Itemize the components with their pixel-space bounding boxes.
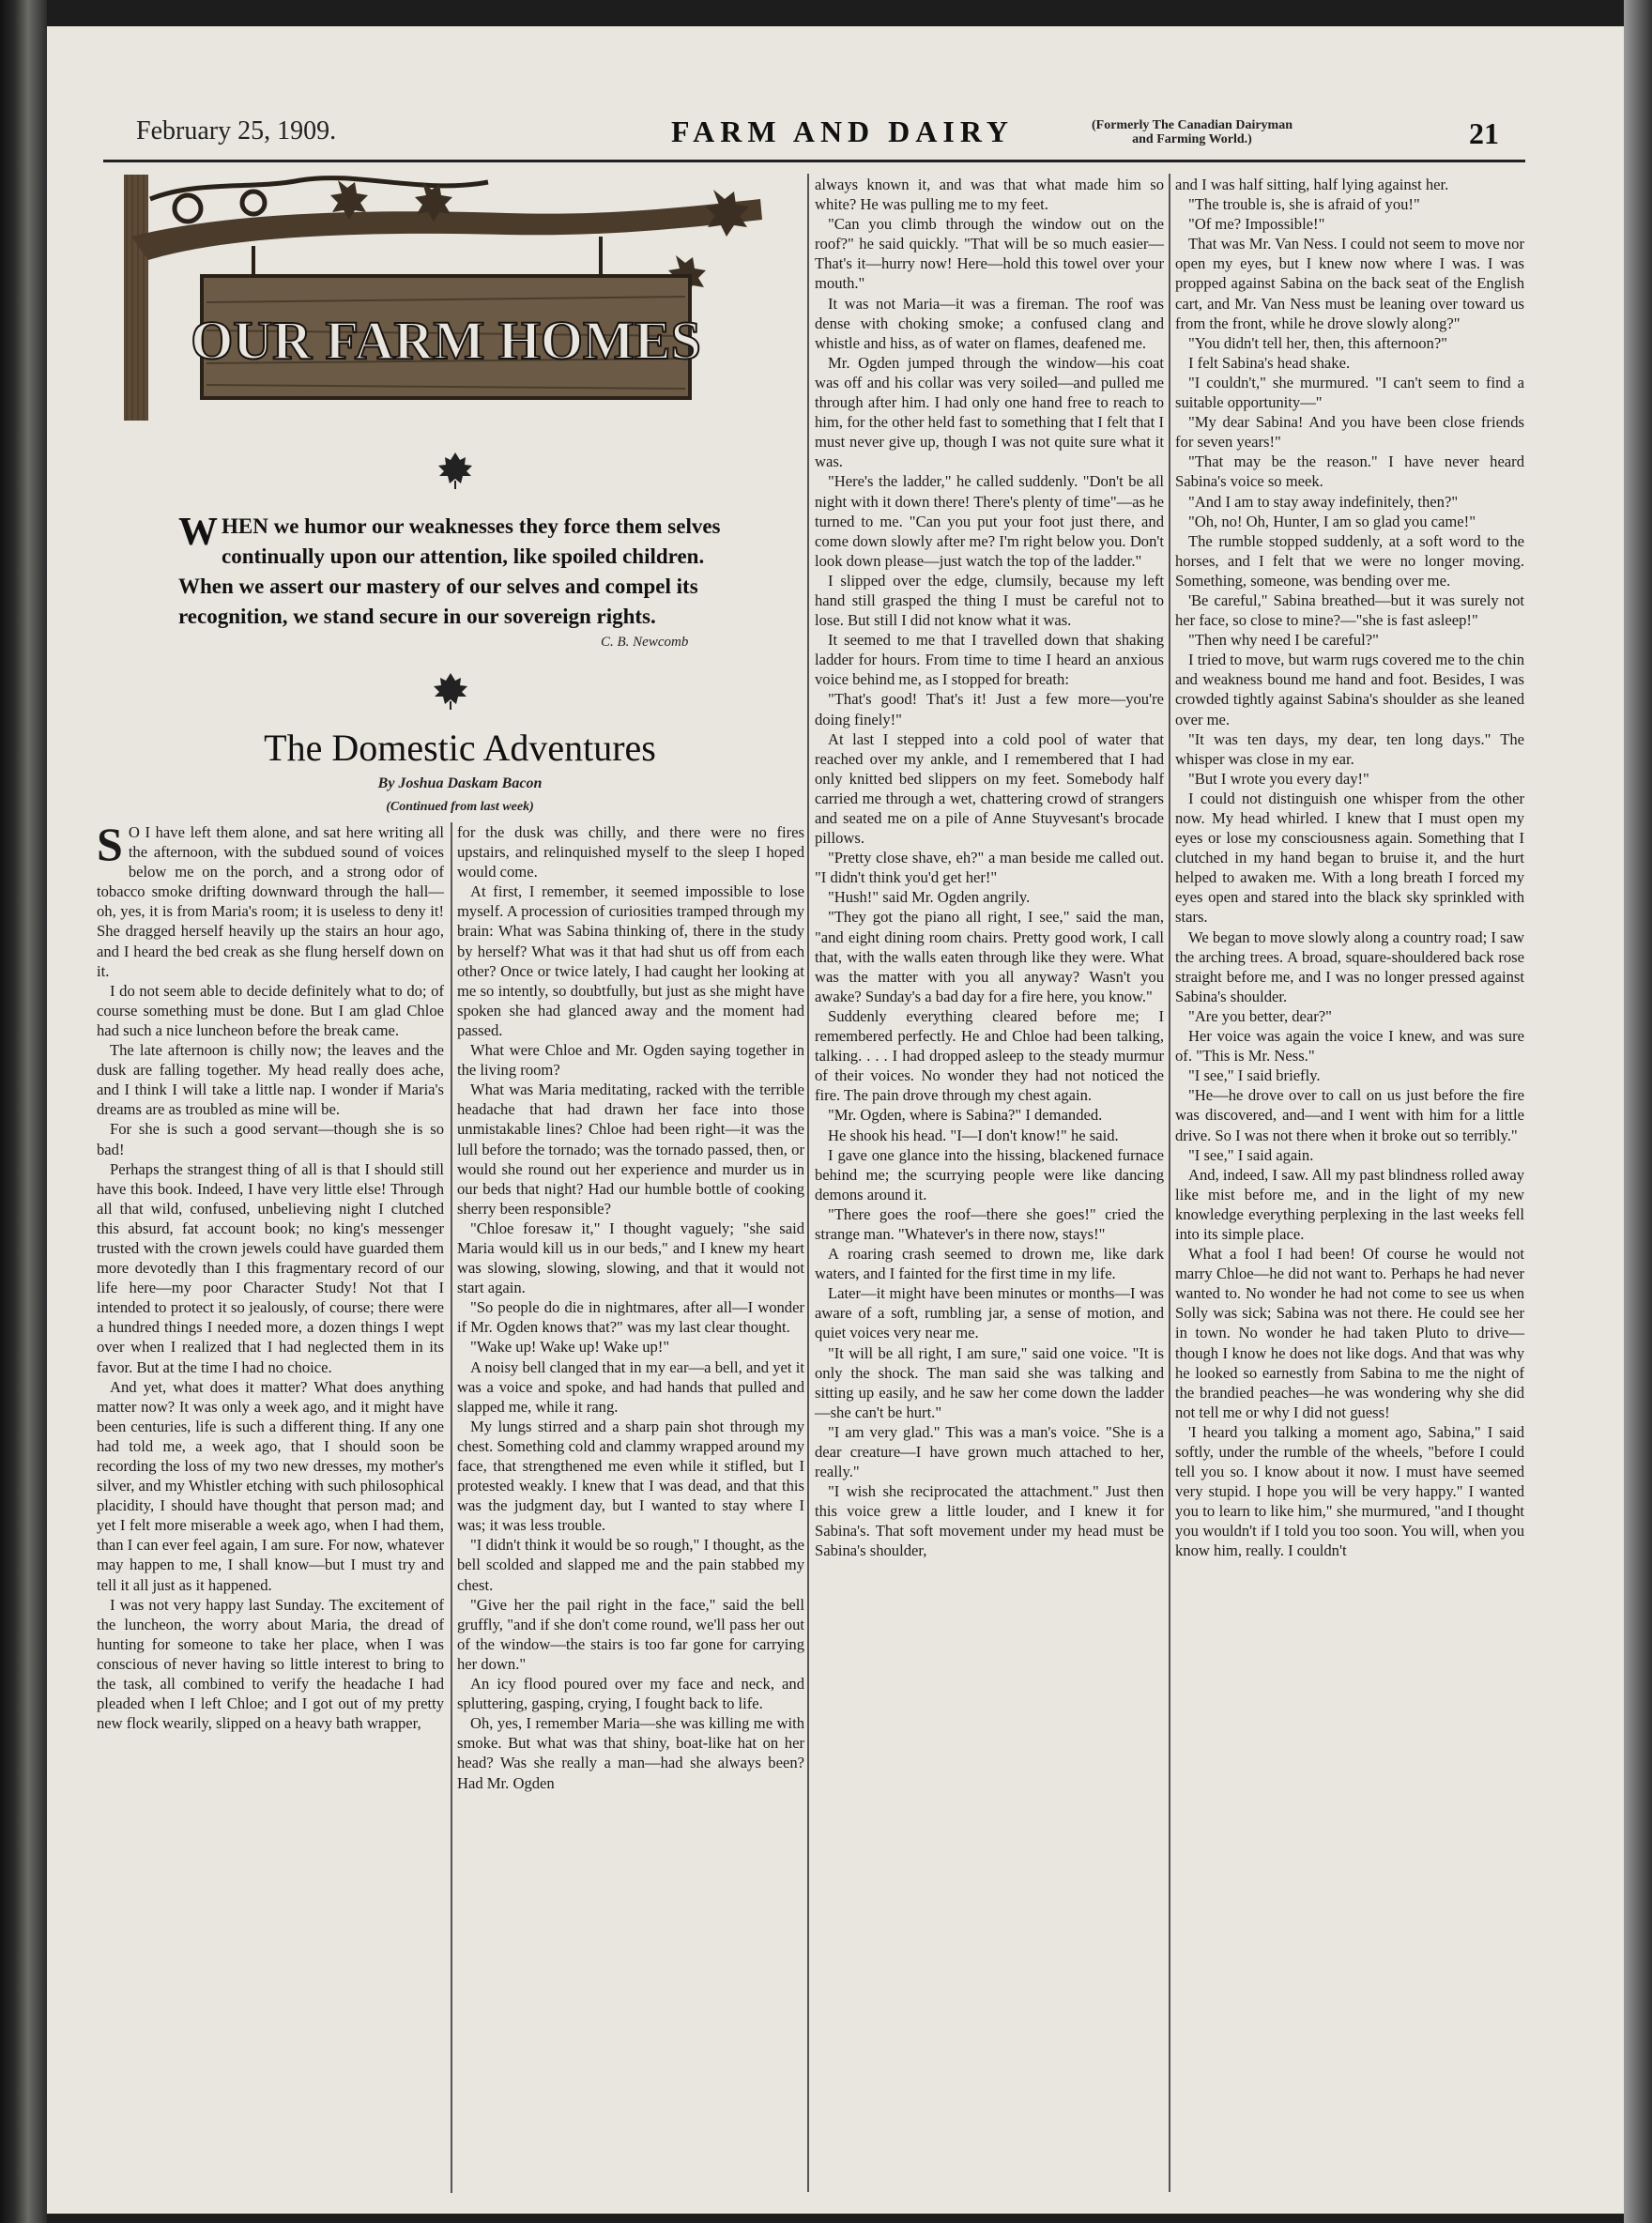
paragraph: "Hush!" said Mr. Ogden angrily. <box>828 888 1031 907</box>
column-divider <box>807 174 809 2192</box>
article-column-3 <box>815 175 1164 1561</box>
paragraph: "That's good! That's it! Just a few more—you're doing finely!" <box>815 690 1164 728</box>
paragraph: Perhaps the strangest thing of all is that I should still have this book. Indeed, I have very little else! Through all that wild, confused, unbelieving night I clutched this absurd, fat account book; no king's messenger trusted with the crown jewels could have guarded them more devotedly than I this fragmentary record of our life here—my poor Character Study! Not that I intended to protect it so jealously, of course; there were a hundred things I needed more, a dozen things I wept over when I realized that I had neglected them in its favor. But at the time I had no choice. <box>97 1159 444 1376</box>
paragraph: And yet, what does it matter? What does anything matter now? It was only a week ago, and it might have been centuries, life is such a different thing. If any one had told me, a week ago, that I should soon be recording the loss of my two new dresses, my mother's silver, and my Whistler etching with such philosophical placidity, I should have thought that person mad; and yet I felt more miserable a week ago, when I had them, than I can ever feel again, I am sure. For now, whatever may happen to me, I shall know—but I must try and tell it all just as it happened. <box>97 1377 444 1594</box>
issue-date: February 25, 1909. <box>136 116 337 146</box>
paragraph: "It will be all right, I am sure," said one voice. "It is only the shock. The man said she was talking and sitting up easily, and he saw her come down the ladder—she can't be hurt." <box>815 1343 1164 1421</box>
paragraph: Mr. Ogden jumped through the window—his coat was off and his collar was very soiled—and pulled me through after him. I had only one hand free to reach to him, for the other held fast to something that I felt that I must never give up, though I was not quite sure what it was. <box>815 353 1164 471</box>
paragraph: My lungs stirred and a sharp pain shot through my chest. Something cold and clammy wrapped around my face, that strengthened me even while it stifled, but I protested weakly. I knew that I was dead, and that this was the judgment day, but I wanted to stay where I was; it was less trouble. <box>457 1417 804 1535</box>
paragraph: "But I wrote you every day!" <box>1188 769 1369 788</box>
paragraph: I slipped over the edge, clumsily, because my left hand still grasped the thing I must be careful not to lose. But still I did not know what it was. <box>815 571 1164 630</box>
article-byline: By Joshua Daskam Bacon <box>377 775 543 791</box>
masthead-subtitle: (Formerly The Canadian Dairyman and Farming World.) <box>1091 118 1293 146</box>
our-farm-homes-banner <box>113 171 788 424</box>
paragraph: Her voice was again the voice I knew, and was sure of. "This is Mr. Ness." <box>1175 1027 1524 1066</box>
article-title: The Domestic Adventures <box>264 727 656 769</box>
column-divider <box>451 822 452 2193</box>
paragraph: "And I am to stay away indefinitely, then?" <box>1188 492 1459 511</box>
paragraph: That was Mr. Van Ness. I could not seem to move nor open my eyes, but I knew now where I was. I was propped against Sabina on the back seat of the English cart, and Mr. Van Ness must be leaning over toward us from the front, while he drove slowly along?" <box>1175 235 1524 332</box>
paragraph: I tried to move, but warm rugs covered me to the chin and weakness bound me hand and foot. Besides, I was crowded tightly against Sabina's shoulder as she leaned over me. <box>1175 651 1524 728</box>
paragraph: And, indeed, I saw. All my past blindness rolled away like mist before me, and in the light of my new knowledge everything perplexing in the last weeks fell into its simple place. <box>1175 1165 1524 1243</box>
paragraph: "Pretty close shave, eh?" a man beside me called out. "I didn't think you'd get her!" <box>815 849 1164 887</box>
paragraph: I could not distinguish one whisper from the other now. My head whirled. I knew that I must open my eyes or lose my consciousness again. Something that I clutched in my hand began to bruise it, and the hurt helped to awaken me. With a long breath I forced my eyes open and stared into the black sky sprinkled with stars. <box>1175 789 1524 927</box>
paragraph: The late afternoon is chilly now; the leaves and the dusk are falling together. My head really does ache, and I think I will take a little nap. I wonder if Maria's dreams are as troubled as mine will be. <box>97 1041 444 1119</box>
masthead-title: FARM AND DAIRY <box>671 115 1014 148</box>
paragraph: "You didn't tell her, then, this afternoon?" <box>1188 333 1447 352</box>
svg-text:OUR FARM HOMES: OUR FARM HOMES <box>191 310 701 371</box>
paragraph: Oh, yes, I remember Maria—she was killing me with smoke. But what was that shiny, boat-like hat on her head? Was she really a man—had she always been? Had Mr. Ogden <box>457 1714 804 1792</box>
paragraph: "Here's the ladder," he called suddenly. "Don't be all night with it down there! There's plenty of time"—as he turned to me. "Can you put your foot just there, and come down slowly after me? I'm right below you. Don't look down please—just watch the top of the ladder." <box>815 472 1164 570</box>
paragraph: "There goes the roof—there she goes!" cried the strange man. "Whatever's in there now, stays!" <box>815 1204 1164 1243</box>
paragraph: Later—it might have been minutes or months—I was aware of a soft, rumbling jar, a sense of motion, and quiet voices very near me. <box>815 1284 1164 1342</box>
paragraph: An icy flood poured over my face and neck, and spluttering, gasping, crying, I fought back to life. <box>457 1675 804 1713</box>
article-column-1 <box>97 818 444 1733</box>
paragraph: "Can you climb through the window out on the roof?" he said quickly. "That will be so much easier—That's it—hurry now! Here—hold this towel over your mouth." <box>815 215 1164 293</box>
paragraph: "That may be the reason." I have never heard Sabina's voice so meek. <box>1175 452 1524 491</box>
page-edge <box>1624 0 1652 2223</box>
article-column-4 <box>1175 175 1524 1561</box>
paragraph: The rumble stopped suddenly, at a soft word to the horses, and I felt that we were no longer moving. Something, someone, was bending over me. <box>1175 531 1524 590</box>
paragraph: I was not very happy last Sunday. The excitement of the luncheon, the worry about Maria, the dread of hunting for someone to take her place, when I was conscious of never having so little interest to bring to the task, all combined to verify the headache I had pleaded when I left Chloe; and I got out of my pretty new flock wearily, slipped on a heavy bath wrapper, <box>97 1595 444 1733</box>
paragraph: "Wake up! Wake up! Wake up!" <box>470 1338 670 1357</box>
paragraph: Suddenly everything cleared before me; I remembered perfectly. He and Chloe had been talking, talking. . . . I had dropped asleep to the steady murmur of their voices. No wonder they had not noticed the fire. The pain drove through my chest again. <box>815 1006 1164 1105</box>
paragraph: A noisy bell clanged that in my ear—a bell, and yet it was a voice and spoke, and had hands that pulled and slapped me, while it rang. <box>457 1357 804 1416</box>
maple-leaf-icon <box>432 671 469 711</box>
page-number: 21 <box>1469 116 1499 150</box>
paragraph: We began to move slowly along a country road; I saw the arching trees. A broad, square-shouldered back rose straight before me, and I was no longer pressed against Sabina's shoulder. <box>1175 928 1524 1005</box>
article-column-2 <box>457 822 804 1793</box>
paragraph: "I couldn't," she murmured. "I can't seem to find a suitable opportunity—" <box>1175 373 1524 412</box>
paragraph: "Are you better, dear?" <box>1188 1006 1332 1025</box>
paragraph: What were Chloe and Mr. Ogden saying together in the living room? <box>457 1041 804 1080</box>
paragraph: "I am very glad." This was a man's voice. "She is a dear creature—I have grown much attached to her, really." <box>815 1422 1164 1481</box>
paragraph: "Give her the pail right in the face," said the bell gruffly, "and if she don't come round, we'll pass her out of the window—the stairs is too far gone for carrying her down." <box>457 1595 804 1673</box>
paragraph: "I see," I said again. <box>1188 1145 1314 1164</box>
paragraph: "I see," I said briefly. <box>1188 1066 1321 1085</box>
paragraph: for the dusk was chilly, and there were no fires upstairs, and relinquished myself to the sleep I hoped would come. <box>457 823 804 882</box>
paragraph: I gave one glance into the hissing, blackened furnace behind me; the scurrying people were like dancing demons around it. <box>815 1145 1164 1203</box>
paragraph: At last I stepped into a cold pool of water that reached over my ankle, and I remembered that I had only knitted bed slippers on my feet. Somebody half carried me through a wet, chattering crowd of strangers and seated me on a pile of Anne Stuyvesant's brocade pillows. <box>815 729 1164 848</box>
paragraph: "Of me? Impossible!" <box>1188 215 1325 234</box>
paragraph: "Chloe foresaw it," I thought vaguely; "she said Maria would kill us in our beds," and I knew my heart was slowing, slowing, slowing, and that it would not start again. <box>457 1219 804 1297</box>
maple-leaf-icon <box>436 451 474 490</box>
paragraph: For she is such a good servant—though she is so bad! <box>97 1120 444 1158</box>
paragraph: "Oh, no! Oh, Hunter, I am so glad you came!" <box>1188 512 1476 530</box>
paragraph: "The trouble is, she is afraid of you!" <box>1188 195 1420 214</box>
paragraph: 'I heard you talking a moment ago, Sabina," I said softly, under the rumble of the wheels, "before I could tell you so. I know about it now. I must have seemed very stupid. I hope you will be very happy." I wanted you to learn to like him," she murmured, "and I thought you wouldn't if I told you too soon. You will, when you know him, really. I couldn't <box>1175 1422 1524 1560</box>
column-divider <box>1169 174 1170 2192</box>
paragraph: and I was half sitting, half lying against her. <box>1175 176 1449 193</box>
paragraph: "He—he drove over to call on us just before the fire was discovered, and—and I went with him for a little drive. So I was not there when it broke out so terribly." <box>1175 1086 1524 1144</box>
paragraph: 'Be careful," Sabina breathed—but it was surely not her face, so close to mine?—"she is fast asleep!" <box>1175 590 1524 630</box>
paragraph: "So people do die in nightmares, after all—I wonder if Mr. Ogden knows that?" was my last clear thought. <box>457 1298 804 1337</box>
paragraph: He shook his head. "I—I don't know!" he said. <box>828 1126 1119 1144</box>
paragraph: always known it, and was that what made him so white? He was pulling me to my feet. <box>815 176 1164 214</box>
paragraph: It seemed to me that I travelled down that shaking ladder for hours. From time to time I heard an anxious voice behind me, as I stopped for breath: <box>815 631 1164 689</box>
paragraph: "Mr. Ogden, where is Sabina?" I demanded. <box>828 1106 1103 1125</box>
binding-shadow <box>0 0 47 2223</box>
paragraph: "My dear Sabina! And you have been close friends for seven years!" <box>1175 413 1524 452</box>
paragraph: "I wish she reciprocated the attachment." Just then this voice grew a little louder, and I knew it for Sabina's. That soft movement under my head must be Sabina's shoulder, <box>815 1482 1164 1560</box>
quote-author: C. B. Newcomb <box>601 635 689 650</box>
paragraph: S O I have left them alone, and sat here writing all the afternoon, with the subdued sound of voices below me on the porch, and a strong odor of tobacco smoke drifting downward through the hall—oh, yes, it is from Maria's room; it is useless to deny it! She dragged herself heavily up the stairs an hour ago, and I heard the bed creak as she flung herself down on it. <box>97 818 444 980</box>
paragraph: I felt Sabina's head shake. <box>1188 353 1351 372</box>
paragraph: "It was ten days, my dear, ten long days." The whisper was close in my ear. <box>1175 729 1524 768</box>
paragraph: "Then why need I be careful?" <box>1188 631 1379 650</box>
continued-note: (Continued from last week) <box>386 800 534 814</box>
paragraph: It was not Maria—it was a fireman. The roof was dense with choking smoke; a confused clang and whistle and hiss, as of water on flames, deafened me. <box>815 294 1164 352</box>
paragraph: At first, I remember, it seemed impossible to lose myself. A procession of curiosities tramped through my brain: What was Sabina thinking of, there in the study by herself? What was it that had shut us off from each other? Once or twice lately, I had caught her looking at me so intently, so doubtfully, but just as she might have spoken she had glanced away and the moment had passed. <box>457 882 804 1039</box>
header-rule <box>103 160 1525 162</box>
drop-cap: S <box>97 818 123 870</box>
paragraph: I do not seem able to decide definitely what to do; of course something must be done. But I am glad Chloe had such a nice luncheon before the break came. <box>97 981 444 1039</box>
paragraph: "I didn't think it would be so rough," I thought, as the bell scolded and slapped me and the pain stabbed my chest. <box>457 1536 804 1594</box>
epigraph-quote: WHEN we humor our weaknesses they force them selves continually upon our attention, like spoiled children. When we assert our mastery of our selves and compel its recognition, we stand secure in our sovereign rights. <box>178 511 721 628</box>
paragraph: A roaring crash seemed to drown me, like dark waters, and I fainted for the first time in my life. <box>815 1245 1164 1283</box>
page-header <box>89 113 1525 156</box>
paragraph: What a fool I had been! Of course he would not marry Chloe—he did not want to. Perhaps he had never wanted to. No wonder he had not come to see us when Solly was sick; Sabina was not there. He could see her in town. No wonder he had taken Pluto to drive—though I know he does not like dogs. And that was why he looked so earnestly from Sabina to me the night of the brandied peaches—he was wondering why she did not tell me or why I did not guess! <box>1175 1245 1524 1421</box>
paragraph: "They got the piano all right, I see," said the man, "and eight dining room chairs. Pretty good work, I call that, with the walls eaten through like they were. What was the matter with you all anyway? Wasn't you awake? Sunday's a bad day for a fire here, you know." <box>815 908 1164 1005</box>
paragraph: What was Maria meditating, racked with the terrible headache that had drawn her face into those unmistakable lines? Chloe had been right—it was the lull before the tornado; was the tornado passed, then, or would she round out her experience and murder us in our beds that night? Had our humble bottle of cooking sherry been responsible? <box>457 1081 804 1218</box>
